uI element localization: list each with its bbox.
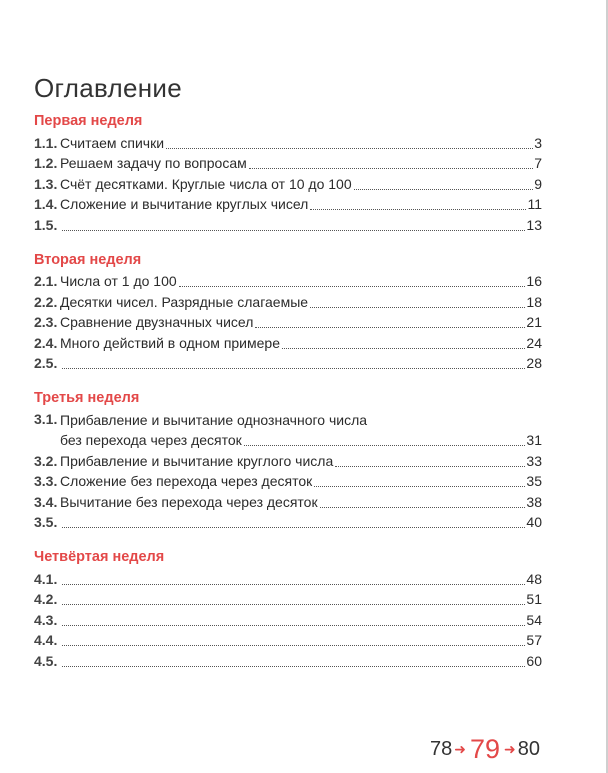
entry-page: 18 bbox=[526, 293, 542, 310]
dot-leader bbox=[249, 167, 533, 169]
entry-page: 3 bbox=[534, 134, 542, 151]
entry-number: 2.3. bbox=[34, 314, 58, 330]
toc-entry[interactable] bbox=[34, 152, 542, 173]
dot-leader bbox=[62, 644, 525, 646]
entry-number: 4.5. bbox=[34, 652, 58, 669]
toc-entry[interactable] bbox=[34, 352, 542, 373]
entry-page: 13 bbox=[526, 216, 542, 233]
dot-leader bbox=[244, 444, 526, 446]
entry-title: Считаем спички bbox=[60, 134, 165, 151]
entry-number: 1.3. bbox=[34, 175, 58, 192]
entry-page: 9 bbox=[534, 175, 542, 192]
dot-leader bbox=[179, 285, 526, 287]
dot-leader bbox=[255, 326, 525, 328]
entry-page: 21 bbox=[526, 314, 542, 330]
dot-leader bbox=[354, 188, 534, 190]
next-page-number[interactable]: 80 bbox=[517, 738, 541, 760]
section-week-2 bbox=[34, 250, 542, 373]
toc-entry[interactable] bbox=[34, 213, 542, 234]
toc-entry[interactable] bbox=[34, 567, 542, 588]
entry-page: 40 bbox=[526, 514, 542, 530]
toc-entry[interactable] bbox=[34, 588, 542, 609]
toc-entry[interactable] bbox=[34, 172, 542, 193]
entry-title: Решаем задачу по вопросам bbox=[60, 155, 247, 171]
section-week-4 bbox=[34, 547, 542, 670]
arrow-right-icon: ➜ bbox=[454, 741, 466, 757]
entry-title: Числа от 1 до 100 bbox=[60, 273, 177, 289]
entry-page: 16 bbox=[526, 273, 542, 289]
entry-page: 24 bbox=[526, 334, 542, 351]
dot-leader bbox=[62, 526, 525, 528]
entry-page: 51 bbox=[526, 591, 542, 607]
entry-page: 28 bbox=[526, 355, 542, 371]
toc-entry[interactable] bbox=[34, 608, 542, 629]
toc-entry[interactable] bbox=[34, 290, 542, 311]
dot-leader bbox=[314, 485, 525, 487]
entry-page: 48 bbox=[526, 570, 542, 587]
entry-number: 3.1. bbox=[34, 411, 58, 427]
entry-number: 4.2. bbox=[34, 591, 58, 607]
entry-title: Много действий в одном примере bbox=[60, 334, 280, 351]
toc-entry[interactable] bbox=[34, 511, 542, 532]
entry-title: Сложение без перехода через десяток bbox=[60, 473, 313, 489]
section-gap bbox=[34, 372, 542, 388]
toc-entry[interactable] bbox=[34, 193, 542, 214]
entry-title: Вычитание без перехода через десяток bbox=[60, 493, 318, 510]
toc-entry[interactable] bbox=[34, 270, 542, 291]
arrow-right-icon: ➜ bbox=[504, 741, 516, 757]
dot-leader bbox=[62, 624, 525, 626]
entry-title: Сравнение двузначных чисел bbox=[60, 314, 254, 330]
toc-entry[interactable] bbox=[34, 629, 542, 650]
toc-entry[interactable] bbox=[34, 331, 542, 352]
dot-leader bbox=[62, 603, 525, 605]
entry-page: 11 bbox=[527, 196, 542, 212]
toc-entry[interactable] bbox=[34, 470, 542, 491]
section-heading: Вторая неделя bbox=[34, 251, 142, 268]
entry-number: 2.5. bbox=[34, 355, 58, 371]
dot-leader bbox=[320, 506, 526, 508]
toc-entry[interactable] bbox=[34, 649, 542, 670]
entry-number: 2.2. bbox=[34, 293, 58, 310]
entry-page: 60 bbox=[526, 652, 542, 669]
section-gap bbox=[34, 531, 542, 547]
entry-number: 3.2. bbox=[34, 452, 58, 469]
toc-entry[interactable] bbox=[34, 131, 542, 152]
entry-page: 57 bbox=[526, 632, 542, 648]
entry-number: 4.1. bbox=[34, 570, 58, 587]
section-week-3 bbox=[34, 388, 542, 531]
dot-leader bbox=[282, 347, 525, 349]
entry-number: 3.4. bbox=[34, 493, 58, 510]
section-gap bbox=[34, 234, 542, 250]
entry-number: 1.4. bbox=[34, 196, 58, 212]
entry-page: 33 bbox=[526, 452, 542, 469]
page-numbers bbox=[430, 734, 540, 765]
current-page-number: 79 bbox=[469, 734, 501, 764]
entry-number: 4.3. bbox=[34, 611, 58, 628]
entry-page: 31 bbox=[526, 432, 542, 448]
section-heading: Первая неделя bbox=[34, 113, 143, 129]
page-title: Оглавление bbox=[34, 73, 182, 104]
entry-number: 3.3. bbox=[34, 473, 58, 489]
dot-leader bbox=[62, 367, 525, 369]
entry-title: Прибавление и вычитание круглого числа bbox=[60, 452, 334, 469]
entry-title: Сложение и вычитание круглых чисел bbox=[60, 196, 309, 212]
section-heading: Третья неделя bbox=[34, 390, 140, 406]
table-of-contents bbox=[34, 111, 542, 670]
dot-leader bbox=[62, 665, 525, 667]
entry-number: 2.1. bbox=[34, 273, 58, 289]
entry-page: 38 bbox=[526, 493, 542, 510]
toc-entry[interactable] bbox=[34, 449, 542, 470]
section-week-1 bbox=[34, 111, 542, 234]
prev-page-number[interactable]: 78 bbox=[430, 738, 453, 760]
entry-number: 4.4. bbox=[34, 632, 58, 648]
entry-title: Десятки чисел. Разрядные слагаемые bbox=[60, 293, 309, 310]
entry-title: Прибавление и вычитание однозначного числа bbox=[60, 411, 368, 428]
dot-leader bbox=[310, 306, 525, 308]
entry-number: 1.5. bbox=[34, 216, 58, 233]
entry-page: 54 bbox=[526, 611, 542, 628]
dot-leader bbox=[310, 208, 526, 210]
entry-number: 2.4. bbox=[34, 334, 58, 351]
toc-entry[interactable] bbox=[34, 311, 542, 332]
section-heading: Четвёртая неделя bbox=[34, 549, 165, 565]
toc-entry[interactable] bbox=[34, 408, 542, 449]
entry-title: Счёт десятками. Круглые числа от 10 до 100 bbox=[60, 175, 352, 192]
entry-number: 1.1. bbox=[34, 134, 58, 151]
toc-entry[interactable] bbox=[34, 490, 542, 511]
entry-number: 3.5. bbox=[34, 514, 58, 530]
entry-page: 7 bbox=[534, 155, 542, 171]
entry-page: 35 bbox=[526, 473, 542, 489]
dot-leader bbox=[62, 583, 525, 585]
dot-leader bbox=[166, 147, 533, 149]
entry-number: 1.2. bbox=[34, 155, 58, 171]
dot-leader bbox=[335, 465, 525, 467]
entry-title-continued: без перехода через десяток bbox=[60, 432, 242, 448]
dot-leader bbox=[62, 229, 525, 231]
